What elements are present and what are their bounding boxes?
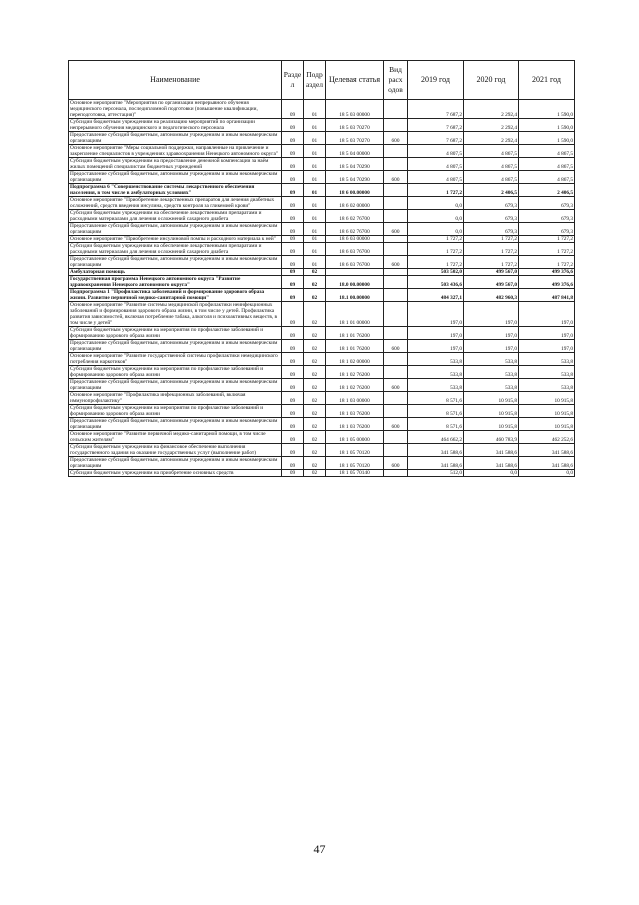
- row-razdel: 09: [282, 236, 304, 243]
- row-statya: 18 5 03 70270: [326, 119, 384, 132]
- table-row: [69, 145, 575, 158]
- row-statya: 18 1 02 76200: [326, 366, 384, 379]
- row-vid: [384, 353, 408, 366]
- row-statya: 18 5 03 00000: [326, 100, 384, 119]
- row-2020: 533,8: [464, 353, 519, 366]
- row-razdel: 09: [282, 366, 304, 379]
- row-statya: 18 6 03 76700: [326, 243, 384, 256]
- row-2019: 197,0: [408, 302, 464, 327]
- row-razdel: 09: [282, 289, 304, 302]
- row-2020: 679,3: [464, 197, 519, 210]
- row-name: Основное мероприятие "Приобретение инсулиновой помпы и расходного материала к ней": [69, 236, 282, 243]
- row-2021: 2 406,5: [519, 184, 575, 197]
- row-razdel: 09: [282, 405, 304, 418]
- row-vid: [384, 184, 408, 197]
- row-name: Основное мероприятие "Развитие первичной медико-санитарной помощи, в том числе сельским жителям": [69, 431, 282, 444]
- budget-table: [68, 60, 575, 477]
- table-row: [69, 256, 575, 269]
- row-vid: [384, 302, 408, 327]
- row-2021: 341 588,6: [519, 457, 575, 470]
- row-statya: 18 1 02 00000: [326, 353, 384, 366]
- row-2020: 2 292,4: [464, 100, 519, 119]
- table-row: [69, 470, 575, 477]
- row-razdel: 09: [282, 353, 304, 366]
- table-row: [69, 289, 575, 302]
- table-row: [69, 405, 575, 418]
- row-2019: 4 807,5: [408, 171, 464, 184]
- row-2021: 1 727,2: [519, 236, 575, 243]
- row-razdel: 09: [282, 158, 304, 171]
- row-vid: 600: [384, 256, 408, 269]
- row-statya: 18 1 01 76200: [326, 327, 384, 340]
- row-podrazdel: 02: [304, 366, 326, 379]
- row-podrazdel: 01: [304, 236, 326, 243]
- table-header-row: [69, 61, 575, 100]
- row-podrazdel: 02: [304, 269, 326, 276]
- row-razdel: 09: [282, 223, 304, 236]
- row-statya: 18 6 02 00000: [326, 197, 384, 210]
- row-name: Основное мероприятие "Меры социальной поддержки, направленные на привлечение и закрепление специалистов в учреждениях здравоохранения Ненецкого автономного округа": [69, 145, 282, 158]
- row-razdel: 09: [282, 100, 304, 119]
- row-2019: 7 687,2: [408, 132, 464, 145]
- row-vid: 600: [384, 418, 408, 431]
- row-razdel: 09: [282, 392, 304, 405]
- row-vid: 600: [384, 379, 408, 392]
- row-vid: [384, 236, 408, 243]
- row-razdel: 09: [282, 171, 304, 184]
- row-vid: 600: [384, 171, 408, 184]
- row-vid: 600: [384, 457, 408, 470]
- row-name: Субсидии бюджетным учреждениям на мероприятия по профилактике заболеваний и формированию здорового образа жизни: [69, 366, 282, 379]
- row-2019: 503 502,0: [408, 269, 464, 276]
- row-vid: [384, 269, 408, 276]
- row-razdel: 09: [282, 119, 304, 132]
- table-row: [69, 210, 575, 223]
- row-2021: 499 376,6: [519, 269, 575, 276]
- row-podrazdel: 02: [304, 470, 326, 477]
- row-statya: 18 6 02 76700: [326, 223, 384, 236]
- row-2020: 0,0: [464, 470, 519, 477]
- row-razdel: 09: [282, 444, 304, 457]
- row-2019: 503 436,6: [408, 276, 464, 289]
- row-name: Основное мероприятие "Мероприятия по организации непрерывного обучения медицинского персонала, последипломной подготовки (повышение квалификации, переподготовка, аттестация)": [69, 100, 282, 119]
- row-podrazdel: 01: [304, 210, 326, 223]
- table-row: [69, 236, 575, 243]
- row-2019: 0,0: [408, 197, 464, 210]
- page-number: 47: [313, 842, 326, 856]
- row-name: Амбулаторная помощь: [69, 269, 282, 276]
- header-statya: Целевая статья: [326, 61, 384, 100]
- row-name: Субсидии бюджетным учреждениям на обеспечение лекарственными препаратами и расходными материалами для лечения осложнений сахарного диабета: [69, 210, 282, 223]
- row-statya: 18 1 05 70120: [326, 444, 384, 457]
- row-statya: 18 6 02 76700: [326, 210, 384, 223]
- row-razdel: 09: [282, 431, 304, 444]
- row-2019: 341 588,6: [408, 457, 464, 470]
- row-razdel: 09: [282, 197, 304, 210]
- row-name: Основное мероприятие "Профилактика инфекционных заболеваний, включая иммунопрофилактику": [69, 392, 282, 405]
- header-2019: 2019 год: [408, 61, 464, 100]
- row-statya: 18 1 03 76200: [326, 405, 384, 418]
- table-row: [69, 184, 575, 197]
- row-2019: 1 727,2: [408, 256, 464, 269]
- row-vid: [384, 119, 408, 132]
- row-2019: 8 571,6: [408, 392, 464, 405]
- row-statya: 18 5 04 70290: [326, 171, 384, 184]
- row-statya: 18 1 05 70140: [326, 470, 384, 477]
- row-2021: 499 376,6: [519, 276, 575, 289]
- row-vid: [384, 366, 408, 379]
- row-statya: 18 1 05 70120: [326, 457, 384, 470]
- row-2019: 7 687,2: [408, 119, 464, 132]
- row-razdel: 09: [282, 418, 304, 431]
- row-2019: 1 727,2: [408, 184, 464, 197]
- row-statya: 18 5 04 00000: [326, 145, 384, 158]
- row-podrazdel: 01: [304, 171, 326, 184]
- row-podrazdel: 02: [304, 353, 326, 366]
- row-2019: 341 588,6: [408, 444, 464, 457]
- row-2019: 8 571,6: [408, 418, 464, 431]
- row-vid: [384, 431, 408, 444]
- header-vid: Вид расх одов: [384, 61, 408, 100]
- row-vid: [384, 100, 408, 119]
- row-2021: 679,3: [519, 197, 575, 210]
- row-name: Предоставление субсидий бюджетным, автономным учреждениям и иным некоммерческим организациям: [69, 457, 282, 470]
- row-statya: 18 5 04 70290: [326, 158, 384, 171]
- row-razdel: 09: [282, 243, 304, 256]
- row-2021: 533,8: [519, 353, 575, 366]
- row-podrazdel: 01: [304, 184, 326, 197]
- row-name: Основное мероприятие "Приобретение лекарственных препаратов для лечения диабетных осложнений, средств введения инсулина, средств контроля за гликемией крови": [69, 197, 282, 210]
- row-podrazdel: 01: [304, 145, 326, 158]
- row-2021: 533,8: [519, 379, 575, 392]
- table-row: [69, 457, 575, 470]
- row-2020: 533,8: [464, 366, 519, 379]
- row-name: Субсидии бюджетным учреждениям на предоставление денежной компенсации за наём жилых помещений специалистам бюджетных учреждений: [69, 158, 282, 171]
- budget-table-container: [68, 60, 574, 477]
- row-2021: 1 590,0: [519, 119, 575, 132]
- row-vid: 600: [384, 223, 408, 236]
- row-podrazdel: 01: [304, 243, 326, 256]
- row-statya: 18 1 03 76200: [326, 418, 384, 431]
- row-vid: 600: [384, 132, 408, 145]
- row-podrazdel: 02: [304, 276, 326, 289]
- row-podrazdel: 02: [304, 431, 326, 444]
- row-podrazdel: 02: [304, 340, 326, 353]
- header-podrazdel: Подр аздел: [304, 61, 326, 100]
- row-razdel: 09: [282, 457, 304, 470]
- row-vid: [384, 197, 408, 210]
- row-vid: [384, 392, 408, 405]
- row-2019: 464 662,2: [408, 431, 464, 444]
- row-vid: [384, 444, 408, 457]
- row-2019: 533,8: [408, 379, 464, 392]
- row-2020: 499 567,0: [464, 269, 519, 276]
- row-2019: 1 727,2: [408, 243, 464, 256]
- row-vid: [384, 289, 408, 302]
- row-2021: 1 590,0: [519, 100, 575, 119]
- row-2020: 197,0: [464, 302, 519, 327]
- table-row: [69, 392, 575, 405]
- row-2020: 1 727,2: [464, 256, 519, 269]
- row-statya: 18 1 03 00000: [326, 392, 384, 405]
- row-razdel: 09: [282, 184, 304, 197]
- row-podrazdel: 01: [304, 158, 326, 171]
- row-2019: 533,8: [408, 366, 464, 379]
- table-row: [69, 431, 575, 444]
- row-2021: 341 588,6: [519, 444, 575, 457]
- row-2020: 1 727,2: [464, 236, 519, 243]
- row-2020: 2 406,5: [464, 184, 519, 197]
- row-statya: 18 6 00.00000: [326, 184, 384, 197]
- row-podrazdel: 02: [304, 392, 326, 405]
- row-vid: [384, 276, 408, 289]
- row-2020: 197,0: [464, 340, 519, 353]
- row-2020: 533,8: [464, 379, 519, 392]
- row-2021: 462 252,6: [519, 431, 575, 444]
- row-name: Основное мероприятие "Развитие системы медицинской профилактики неинфекционных заболеваний и формирования здорового образа жизни, в том числе у детей. Профилактика развития зависимостей, включая потребление табака, алкоголя и психоактивных веществ, в том числе у детей": [69, 302, 282, 327]
- row-razdel: 09: [282, 340, 304, 353]
- row-2020: 10 915,8: [464, 405, 519, 418]
- row-2020: 482 960,3: [464, 289, 519, 302]
- row-2019: 7 687,2: [408, 100, 464, 119]
- row-2021: 0,0: [519, 470, 575, 477]
- row-name: Предоставление субсидий бюджетным, автономным учреждениям и иным некоммерческим организациям: [69, 171, 282, 184]
- table-row: [69, 418, 575, 431]
- row-2019: 533,8: [408, 353, 464, 366]
- header-razdel: Разде л: [282, 61, 304, 100]
- row-2020: 341 588,6: [464, 444, 519, 457]
- row-vid: 600: [384, 340, 408, 353]
- row-statya: 18 6 03 00000: [326, 236, 384, 243]
- row-razdel: 09: [282, 132, 304, 145]
- row-vid: [384, 243, 408, 256]
- row-2020: 2 292,4: [464, 132, 519, 145]
- row-name: Субсидии бюджетным учреждениям на мероприятия по профилактике заболеваний и формированию здорового образа жизни: [69, 327, 282, 340]
- row-2021: 679,3: [519, 223, 575, 236]
- row-2019: 4 807,5: [408, 158, 464, 171]
- row-name: Подпрограмма 1 "Профилактика заболеваний и формирование здорового образа жизни. Развитие первичной медико-санитарной помощи": [69, 289, 282, 302]
- row-2020: 341 588,6: [464, 457, 519, 470]
- row-name: Государственная программа Ненецкого автономного округа "Развитие здравоохранения Ненецкого автономного округа": [69, 276, 282, 289]
- row-podrazdel: 01: [304, 100, 326, 119]
- row-2020: 2 292,4: [464, 119, 519, 132]
- row-statya: 18 1 05 00000: [326, 431, 384, 444]
- row-razdel: 09: [282, 327, 304, 340]
- row-vid: [384, 405, 408, 418]
- table-row: [69, 223, 575, 236]
- row-2021: 1 590,0: [519, 132, 575, 145]
- table-row: [69, 132, 575, 145]
- table-row: [69, 379, 575, 392]
- row-razdel: 09: [282, 379, 304, 392]
- row-2020: 1 727,2: [464, 243, 519, 256]
- row-2019: 197,0: [408, 340, 464, 353]
- row-name: Предоставление субсидий бюджетным, автономным учреждениям и иным некоммерческим организациям: [69, 418, 282, 431]
- row-2020: 679,3: [464, 210, 519, 223]
- row-name: Субсидии бюджетным учреждениям на финансовое обеспечение выполнения государственного задания на оказание государственных услуг (выполнение работ): [69, 444, 282, 457]
- row-2020: 10 915,8: [464, 418, 519, 431]
- row-2020: 4 867,5: [464, 145, 519, 158]
- row-podrazdel: 02: [304, 302, 326, 327]
- table-row: [69, 327, 575, 340]
- row-name: Предоставление субсидий бюджетным, автономным учреждениям и иным некоммерческим организациям: [69, 379, 282, 392]
- row-name: Подпрограмма 6 "Совершенствование системы лекарственного обеспечения населения, в том числе в амбулаторных условиях": [69, 184, 282, 197]
- row-name: Предоставление субсидий бюджетным, автономным учреждениям и иным некоммерческим организациям: [69, 223, 282, 236]
- row-podrazdel: 01: [304, 223, 326, 236]
- row-name: Предоставление субсидий бюджетным, автономным учреждениям и иным некоммерческим организациям: [69, 132, 282, 145]
- table-row: [69, 100, 575, 119]
- row-razdel: 09: [282, 470, 304, 477]
- row-statya: 18.0 00.00000: [326, 276, 384, 289]
- row-2019: 0,0: [408, 223, 464, 236]
- table-body: [69, 100, 575, 477]
- row-podrazdel: 01: [304, 197, 326, 210]
- row-name: Предоставление субсидий бюджетным, автономным учреждениям и иным некоммерческим организациям: [69, 340, 282, 353]
- row-razdel: 09: [282, 276, 304, 289]
- row-podrazdel: 01: [304, 119, 326, 132]
- table-row: [69, 340, 575, 353]
- row-vid: [384, 158, 408, 171]
- row-podrazdel: 02: [304, 418, 326, 431]
- row-vid: [384, 327, 408, 340]
- table-row: [69, 366, 575, 379]
- row-2021: 533,8: [519, 366, 575, 379]
- row-statya: 18 1 01 00000: [326, 302, 384, 327]
- row-statya: [326, 269, 384, 276]
- table-row: [69, 353, 575, 366]
- table-row: [69, 302, 575, 327]
- row-2020: 499 567,0: [464, 276, 519, 289]
- table-row: [69, 197, 575, 210]
- row-2019: 4 807,5: [408, 145, 464, 158]
- row-podrazdel: 02: [304, 327, 326, 340]
- row-razdel: 09: [282, 302, 304, 327]
- row-2020: 460 783,9: [464, 431, 519, 444]
- row-2021: 487 841,8: [519, 289, 575, 302]
- row-podrazdel: 02: [304, 405, 326, 418]
- row-vid: [384, 470, 408, 477]
- row-name: Основное мероприятие "Развитие государственной системы профилактики немедицинского потребления наркотиков": [69, 353, 282, 366]
- table-row: [69, 276, 575, 289]
- row-2021: 197,0: [519, 302, 575, 327]
- table-row: [69, 269, 575, 276]
- row-podrazdel: 02: [304, 379, 326, 392]
- row-2021: 1 727,2: [519, 256, 575, 269]
- row-name: Субсидии бюджетным учреждениям на мероприятия по профилактике заболеваний и формированию здорового образа жизни: [69, 405, 282, 418]
- row-2021: 197,0: [519, 340, 575, 353]
- row-2019: 8 571,6: [408, 405, 464, 418]
- row-2021: 10 915,8: [519, 418, 575, 431]
- header-name: Наименование: [69, 61, 282, 100]
- row-statya: 18 1 01 76200: [326, 340, 384, 353]
- row-2021: 197,0: [519, 327, 575, 340]
- row-name: Субсидии бюджетным учреждениям на обеспечение лекарственными препаратами и расходными материалами для лечения осложнений сахарного диабета: [69, 243, 282, 256]
- table-row: [69, 158, 575, 171]
- table-row: [69, 243, 575, 256]
- row-name: Субсидии бюджетным учреждениям на реализацию мероприятий по организации непрерывного обучения медицинского и педагогического персонала: [69, 119, 282, 132]
- header-2021: 2021 год: [519, 61, 575, 100]
- row-podrazdel: 01: [304, 132, 326, 145]
- row-2021: 679,3: [519, 210, 575, 223]
- row-podrazdel: 01: [304, 256, 326, 269]
- row-razdel: 09: [282, 256, 304, 269]
- table-row: [69, 444, 575, 457]
- row-2021: 10 915,8: [519, 392, 575, 405]
- row-2020: 4 867,5: [464, 158, 519, 171]
- row-statya: 18.1 00.00000: [326, 289, 384, 302]
- row-podrazdel: 02: [304, 457, 326, 470]
- row-2020: 679,3: [464, 223, 519, 236]
- row-vid: [384, 145, 408, 158]
- row-2019: 512,0: [408, 470, 464, 477]
- row-name: Предоставление субсидий бюджетным, автономным учреждениям и иным некоммерческим организациям: [69, 256, 282, 269]
- row-podrazdel: 02: [304, 289, 326, 302]
- row-razdel: 09: [282, 269, 304, 276]
- row-podrazdel: 02: [304, 444, 326, 457]
- row-statya: 18 5 03 70270: [326, 132, 384, 145]
- row-2021: 4 867,5: [519, 158, 575, 171]
- row-statya: 18 6 03 76700: [326, 256, 384, 269]
- row-2021: 4 867,5: [519, 145, 575, 158]
- header-2020: 2020 год: [464, 61, 519, 100]
- table-row: [69, 171, 575, 184]
- row-2020: 10 915,8: [464, 392, 519, 405]
- row-vid: [384, 210, 408, 223]
- row-razdel: 09: [282, 210, 304, 223]
- row-2019: 1 727,2: [408, 236, 464, 243]
- row-2021: 1 727,2: [519, 243, 575, 256]
- row-statya: 18 1 02 76200: [326, 379, 384, 392]
- row-2020: 4 867,5: [464, 171, 519, 184]
- row-2021: 10 915,8: [519, 405, 575, 418]
- row-2021: 4 867,5: [519, 171, 575, 184]
- row-2019: 197,0: [408, 327, 464, 340]
- row-2020: 197,0: [464, 327, 519, 340]
- row-2019: 484 327,1: [408, 289, 464, 302]
- row-razdel: 09: [282, 145, 304, 158]
- row-2019: 0,0: [408, 210, 464, 223]
- table-row: [69, 119, 575, 132]
- row-name: Субсидии бюджетным учреждениям на приобретение основных средств: [69, 470, 282, 477]
